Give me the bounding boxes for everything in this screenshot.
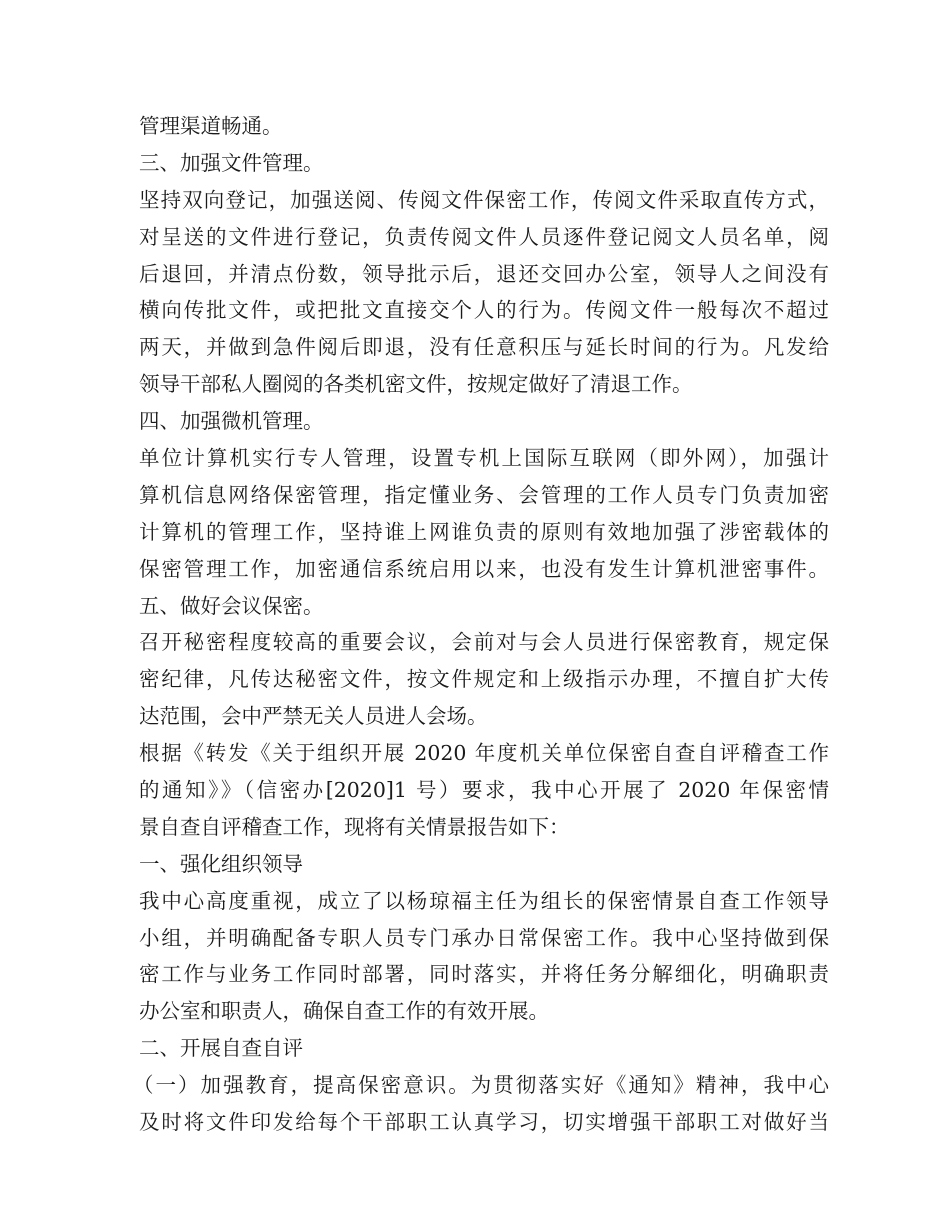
text-line: 坚持双向登记，加强送阅、传阅文件保密工作，传阅文件采取直传方式， xyxy=(139,187,829,212)
document-body xyxy=(133,108,829,1141)
text-line: 后退回，并清点份数，领导批示后，退还交回办公室，领导人之间没有 xyxy=(139,261,829,286)
text-line: 四、加强微机管理。 xyxy=(139,409,324,434)
text-line: 二、开展自查自评 xyxy=(139,1036,303,1061)
text-line: 横向传批文件，或把批文直接交个人的行为。传阅文件一般每次不超过 xyxy=(139,298,829,323)
text-line: 单位计算机实行专人管理，设置专机上国际互联网（即外网），加强计 xyxy=(139,446,829,471)
text-line: 保密管理工作，加密通信系统启用以来，也没有发生计算机泄密事件。 xyxy=(139,556,829,581)
text-line: 一、强化组织领导 xyxy=(139,851,303,876)
text-line: 五、做好会议保密。 xyxy=(139,593,324,618)
text-line: 管理渠道畅通。 xyxy=(139,114,283,138)
text-line: 我中心高度重视，成立了以杨琼福主任为组长的保密情景自查工作领导 xyxy=(139,888,829,913)
text-line: 的通知》》（信密办[2020]1 号）要求，我中心开展了 2020 年保密情 xyxy=(139,778,829,803)
text-line: 景自查自评稽查工作，现将有关情景报告如下： xyxy=(139,814,570,839)
text-line: 小组，并明确配备专职人员专门承办日常保密工作。我中心坚持做到保 xyxy=(139,925,829,950)
text-line: 密纪律，凡传达秘密文件，按文件规定和上级指示办理，不擅自扩大传 xyxy=(139,667,829,692)
text-line: 密工作与业务工作同时部署，同时落实，并将任务分解细化，明确职责 xyxy=(139,962,829,987)
text-line: 领导干部私人圈阅的各类机密文件，按规定做好了清退工作。 xyxy=(139,372,693,397)
text-line: 三、加强文件管理。 xyxy=(139,150,324,175)
text-line: 两天，并做到急件阅后即退，没有任意积压与延长时间的行为。凡发给 xyxy=(139,335,829,360)
text-line: 计算机的管理工作，坚持谁上网谁负责的原则有效地加强了涉密载体的 xyxy=(139,519,829,544)
text-line: 达范围，会中严禁无关人员进人会场。 xyxy=(139,704,488,729)
text-line: 办公室和职责人，确保自查工作的有效开展。 xyxy=(139,999,549,1024)
text-line: 对呈送的文件进行登记，负责传阅文件人员逐件登记阅文人员名单，阅 xyxy=(139,224,829,249)
text-line: 召开秘密程度较高的重要会议，会前对与会人员进行保密教育，规定保 xyxy=(139,630,829,655)
text-line: 及时将文件印发给每个干部职工认真学习，切实增强干部职工对做好当 xyxy=(139,1110,829,1135)
text-line: （一）加强教育，提高保密意识。为贯彻落实好《通知》精神，我中心 xyxy=(133,1073,829,1098)
text-line: 根据《转发《关于组织开展 2020 年度机关单位保密自查自评稽查工作 xyxy=(139,741,829,766)
text-line: 算机信息网络保密管理，指定懂业务、会管理的工作人员专门负责加密 xyxy=(139,482,829,507)
